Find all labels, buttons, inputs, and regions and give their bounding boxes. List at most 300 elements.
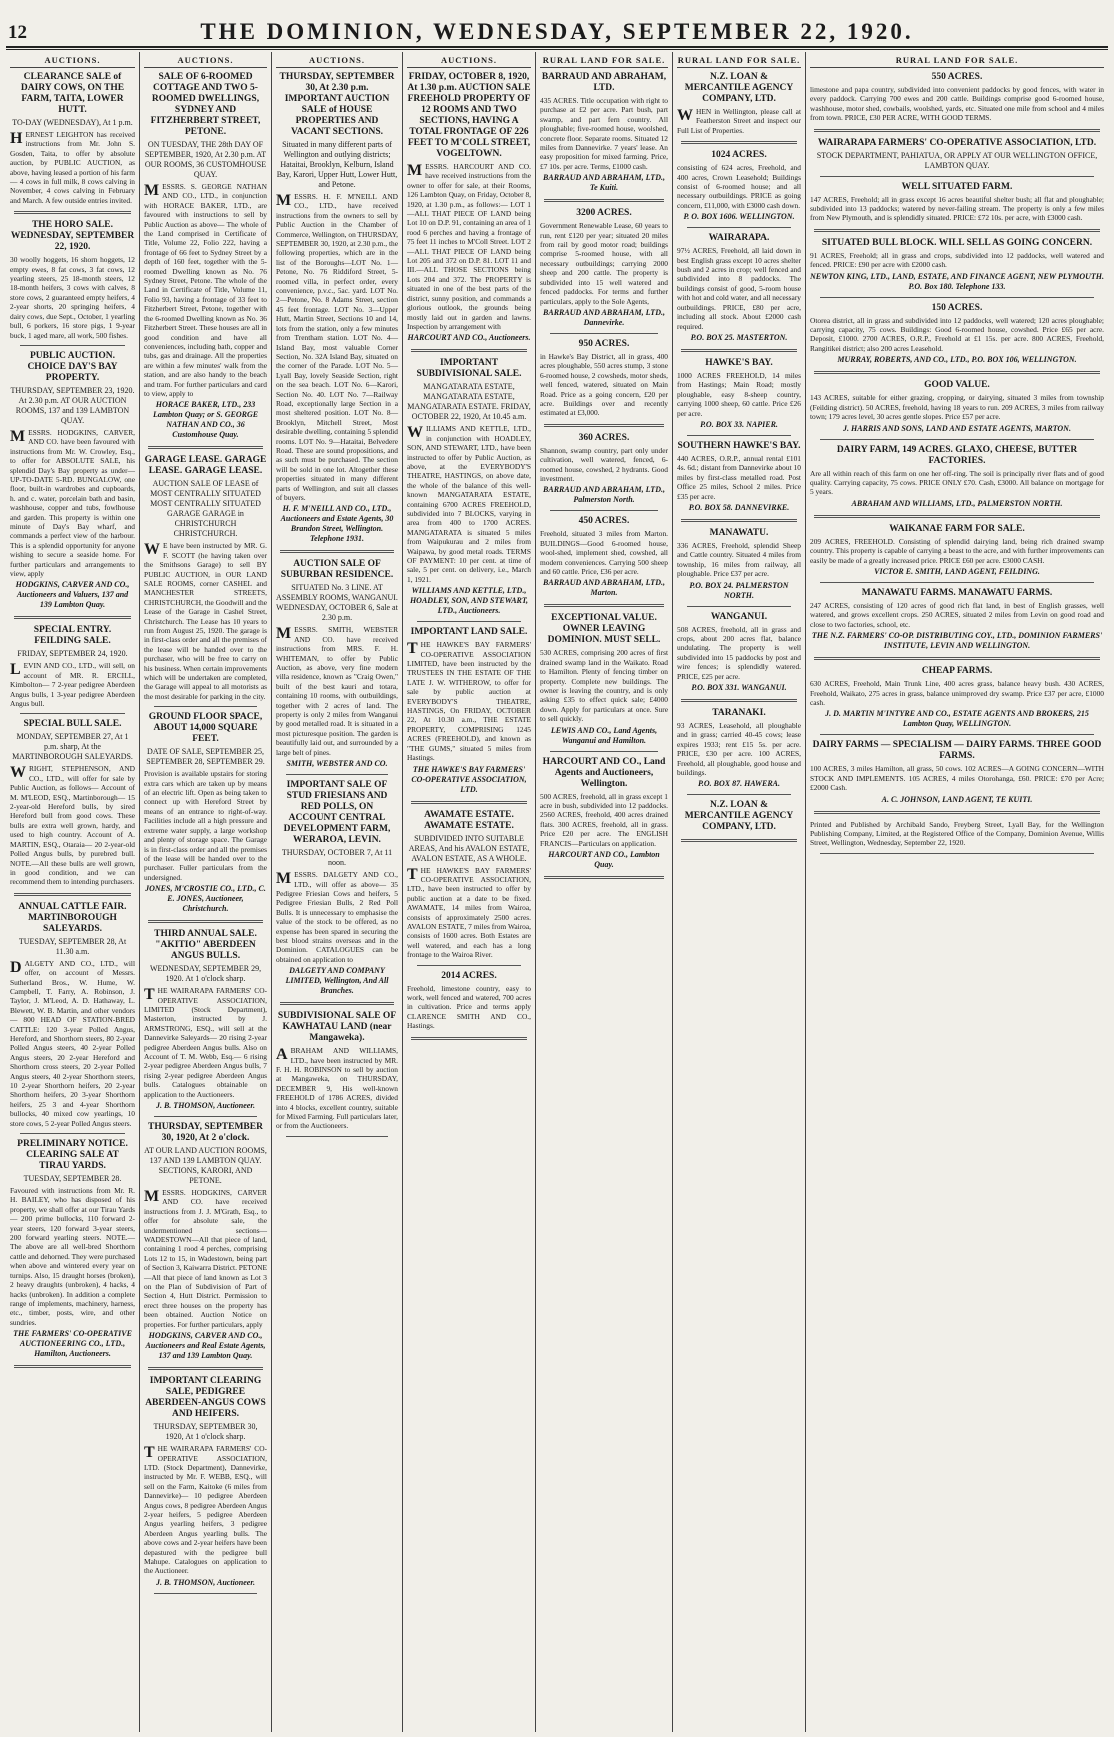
ad-heading: WAIRARAPA FARMERS' CO-OPERATIVE ASSOCIATION, LTD. (817, 137, 1097, 148)
ad-divider (681, 349, 797, 352)
ad-signature: THE N.Z. FARMERS' CO-OP. DISTRIBUTING COY., LTD., DOMINION FARMERS' INSTITUTE, LEVIN AND WELLINGTON. (811, 631, 1103, 651)
ad-divider (148, 920, 263, 923)
ad-signature: THE HAWKE'S BAY FARMERS' CO-OPERATIVE ASSOCIATION, LTD. (411, 764, 527, 794)
drop-capital: M (276, 192, 292, 209)
ad-heading: HARCOURT AND CO., Land Agents and Auctioneers, Wellington. (542, 756, 666, 789)
ad-divider (20, 713, 125, 714)
ad-body (540, 221, 668, 306)
drop-capital: W (144, 541, 160, 559)
ad-signature: BARRAUD AND ABRAHAM, LTD., Dannevirke. (543, 307, 665, 327)
ad-body (677, 246, 801, 331)
ad-divider (550, 510, 658, 511)
ad-heading: IMPORTANT LAND SALE. (410, 627, 528, 638)
drop-capital: W (10, 764, 26, 782)
ad-divider (814, 129, 1100, 132)
ad-divider (550, 333, 658, 334)
columns-area (6, 52, 1108, 1732)
ad-text: in Hawke's Bay District, all in grass, 400 acres ploughable, 550 acres stump, 3 stone 6-roomed house, 2 cowsheds, motor sheds, well fenced, watered, situated on Main Road. Price as a going concern, £20 per acre. Buildings over and recently estimated at £3,000. (540, 351, 668, 418)
advertisement (540, 339, 668, 418)
ad-heading: 360 ACRES. (578, 432, 630, 443)
masthead (0, 0, 1114, 50)
ad-divider (820, 176, 1094, 177)
ad-subheading: DATE OF SALE, SEPTEMBER 25, SEPTEMBER 28, SEPTEMBER 29. (146, 747, 265, 767)
ad-body (144, 769, 267, 882)
ad-subheading: MANGATARATA ESTATE, MANGATARATA ESTATE, MANGATARATA ESTATE. FRIDAY, OCTOBER 22, 1920, At 10.45 a.m. (407, 382, 531, 422)
ad-signature: J. B. THOMSON, Auctioneer. (155, 1577, 256, 1587)
ad-body (810, 469, 1104, 497)
ad-divider (687, 435, 791, 436)
advertisement (144, 712, 267, 914)
ad-heading: SOUTHERN HAWKE'S BAY. (677, 440, 801, 451)
masthead-rule (6, 46, 1108, 48)
ad-text: ESSRS. HARCOURT AND CO. have received instructions from the owner to offer for sale, at their Rooms, 126 Lambton Quay, on Friday, October 8, 1920, at 1.30 p.m., as follows:— LOT 1—ALL THAT PIECE OF LAND being Lot 10 on D.P. 91, containing an area of 1 rood 6 perches and having a frontage of 75 feet 11 inches to M'Coll Street. LOT 2—ALL THAT PIECE OF LAND being Lot 205 and 372 on D.P. 81. LOT 11 and III.—ALL THOSE SECTIONS being Lots 204 and 372. The PROPERTY is situated in one of the best parts of the district, sunny position, and commands a glorious outlook, the grounds being mostly laid out in garden and lawns. Inspection by arrangement with (407, 162, 531, 331)
drop-capital: T (407, 865, 418, 883)
ad-text: 1000 ACRES FREEHOLD, 14 miles from Hastings; Main Road; mostly ploughable, easy 8-sheep country, carrying 1000 sheep, 60 cattle. Price £26 per acre. (677, 370, 801, 418)
ad-divider (20, 1133, 125, 1134)
ad-divider (411, 801, 527, 804)
advertisement (540, 72, 668, 193)
ad-signature: BARRAUD AND ABRAHAM, LTD., Marton. (543, 578, 665, 598)
ad-signature: P.O. BOX 25. MASTERTON. (690, 332, 788, 342)
advertisement (540, 433, 668, 506)
advertisement (10, 351, 135, 611)
advertisement (810, 182, 1104, 223)
ad-body (540, 96, 668, 171)
column-header: AUCTIONS. (407, 52, 531, 68)
ad-signature: LEWIS AND CO., Land Agents, Wanganui and Hamilton. (550, 725, 658, 745)
drop-capital: A (276, 1046, 288, 1064)
ad-heading: EXCEPTIONAL VALUE. OWNER LEAVING DOMINION. MUST SELL. (547, 613, 661, 646)
ad-body (407, 984, 531, 1031)
ad-heading: THE HORO SALE. WEDNESDAY, SEPTEMBER 22, 1920. (10, 220, 135, 253)
advertisement (407, 627, 531, 794)
ad-signature: NEWTON KING, LTD., LAND, ESTATE, AND FINANCE AGENT, NEW PLYMOUTH. P.O. Box 180. Telephone 133. (810, 271, 1104, 291)
ad-body (144, 182, 267, 398)
ad-text: HE WAIRARAPA FARMERS' CO-OPERATIVE ASSOCIATION, LTD. (Stock Department), Dannevirke, instructed by Mr. F. WEBB, ESQ., will sell on the Farm, Kaitoke (6 miles from Dannevirke)— 10 pedigree Aberdeen Angus cows, 8 pedigree Aberdeen Angus 2-year heifers, 5 pedigree Aberdeen Angus yearling heifers, 3 pedigree Aberdeen Angus yearling bulls. The above cows and 2-year heifers have been depastured with the pedigree bull Mahupe. Catalogues on application to the Auctioneer. (144, 1444, 267, 1576)
ad-body (810, 85, 1104, 123)
ad-divider (417, 965, 521, 966)
advertisement (10, 72, 135, 205)
ad-text: E have been instructed by MR. G. F. SCOTT (he having taken over the Smithsons Garage) to sell BY PUBLIC AUCTION, in OUR LAND SALE ROOMS, corner CASHEL and MANCHESTER STREETS, CHRISTCHURCH, the Goodwill and the Lease of the Garage in Cashel Street, Christchurch. The Lease has 10 years to run from August 25, 1920. The garage is in first-class order and all the premises of the lease will be handed over to the purchaser, who will be free to carry on his business. When certain improvements which will be undertaken are completed, the Garage will appeal to all motorists as the most desirable for parking in the city. (144, 541, 267, 701)
ad-divider (687, 794, 791, 795)
ad-divider (154, 706, 257, 707)
ad-text: 336 ACRES, Freehold, splendid Sheep and Cattle country. Situated 4 miles from township, 16 miles from railway, all ploughable. Price £37 per acre. (677, 540, 801, 579)
ad-heading: 950 ACRES. (578, 338, 630, 349)
ad-divider (286, 774, 388, 775)
ad-divider (814, 811, 1100, 814)
drop-capital: M (407, 162, 423, 179)
ad-subheading: ON TUESDAY, THE 28th DAY OF SEPTEMBER, 1920, At 2.30 p.m. AT OUR ROOMS, 36 CUSTOMHOUSE QUAY. (144, 140, 267, 179)
ad-divider (20, 345, 125, 346)
ad-divider (681, 839, 797, 842)
ad-body (407, 866, 531, 960)
ad-body (10, 959, 135, 1128)
ad-heading: AUCTION SALE OF SUBURBAN RESIDENCE. (280, 559, 394, 581)
column-header: AUCTIONS. (10, 52, 135, 68)
ad-body (810, 393, 1104, 421)
drop-capital: D (10, 958, 22, 976)
ad-signature: P.O. BOX 58. DANNEVIRKE. (688, 502, 790, 512)
ad-heading: IMPORTANT CLEARING SALE, PEDIGREE ABERDEEN-ANGUS COWS AND HEIFERS. (145, 1376, 266, 1420)
ad-text: BRAHAM AND WILLIAMS, LTD., have been instructed by MR. F. H. H. ROBINSON to sell by auction at Mangaweka, on THURSDAY, DECEMBER 9, His well-known FREEHOLD of 1786 ACRES, divided into 4 blocks, excellent country, suitable for Mixed Farming. Full particulars later, or from the Auctioneers. (276, 1046, 398, 1131)
ad-divider (411, 1037, 527, 1040)
ad-subheading: THURSDAY, SEPTEMBER 30, 1920, At 1 o'clock sharp. (153, 1422, 258, 1442)
advertisement (677, 233, 801, 343)
ad-divider (820, 582, 1094, 583)
ad-divider (14, 211, 131, 214)
ad-text: ESSRS. H. F. M'NEILL AND CO., LTD., have received instructions from the owners to sell by Public Auction in the Chamber of Commerce, Wellington, on THURSDAY, SEPTEMBER 30, 1920, at 2.30 p.m., the following properties, which are in the list of the Boroughs—LOT No. 1—Petone, No. 76 Riddiford Street, 5-roomed villa, in perfect order, every convenience, p.v.c., 5ac. yard. LOT No. 2—Petone, No. 8 Adams Street, section 45 feet frontage. LOT No. 3—Upper Hutt, Martin Street, Sections 10 and 14, lots from the station, only a few minutes from Trentham station. LOT No. 4—Island Bay, most valuable Corner Section, No. 32A Island Bay, situated on the corner of the Parade. LOT No. 5—Lyall Bay, lovely Seaside Section, right on the sea beach. LOT No. 6—Karori, Section No. 40. LOT No. 7—Railway Road, exceptionally large Section in a most sheltered position. LOT No. 8—Brooklyn, Mitchell Street, Most desirable dwelling, containing 5 splendid rooms. LOT No. 9—Hataitai, Belvedere Road. These are sound propositions, and as such must be purchased. The section will be sold in one lot. Altogether these properties situated in many different parts of Wellington, and suit all classes of buyers. (276, 192, 398, 502)
ad-signature: P.O. BOX 33. NAPIER. (700, 419, 778, 429)
advertisement (407, 971, 531, 1031)
ad-divider (550, 751, 658, 752)
ad-body (677, 371, 801, 418)
ad-body (407, 424, 531, 584)
ad-heading: WAIKANAE FARM FOR SALE. (889, 523, 1025, 534)
advertisement (276, 1011, 398, 1131)
ad-divider (417, 621, 521, 622)
ad-text: 30 woolly hoggets, 16 shorn hoggets, 12 empty ewes, 8 fat cows, 3 fat cows, 12 yearling steers, 25 18-month steers, 12 18-month heifers, 3 cows with calves, 8 store cows, 2 guaranteed empty heifers, 4 2-year shorts, 20 springing heifers, 4 dairy cows, due Sept., October, 1 yearling bull, 6 porkers, 16 store pigs, 1 9-year buck, 1 aged mare, all work, 500 fishes. (10, 255, 135, 340)
advertisement (677, 800, 801, 833)
ad-subheading: TUESDAY, SEPTEMBER 28, At 11.30 a.m. (18, 936, 127, 956)
ad-divider (154, 1593, 257, 1594)
ad-heading: WAIRARAPA. (708, 233, 770, 244)
ad-signature: BARRAUD AND ABRAHAM, LTD., Palmerston North. (543, 485, 665, 505)
ad-signature: P.O. BOX 331. WANGANUI. (691, 683, 787, 693)
ad-subheading: Situated in many different parts of Wellington and outlying districts; Hataitai, Brooklyn, Kelburn, Island Bay, Karori, Upper Hutt, Lower Hutt, and Petone. (276, 140, 398, 189)
ad-divider (814, 657, 1100, 660)
ad-body (540, 446, 668, 484)
drop-capital: T (144, 986, 155, 1004)
masthead-rule-thin (6, 49, 1108, 50)
ad-text: Government Renewable Lease, 60 years to run, rent £120 per year; situated 20 miles from rail by good motor road; buildings comprise 5-roomed house, with all necessary outbuildings; carrying 2000 sheep and 200 cattle. The property is subdivided into 15 well watered and fenced paddocks. For terms and further particulars, apply to the Sole Agents, (540, 221, 668, 306)
ad-text: 530 ACRES, comprising 200 acres of first drained swamp land in the Waikato. Road to Hamilton. Plenty of fencing timber on property. Complete new buildings. The owner is leaving the country, and is only asking £35 to effect quick sale; £4000 down. Apply for particulars at once. Sure to sell quickly. (540, 648, 668, 724)
ad-text: ILLIAMS AND KETTLE, LTD., in conjunction with HOADLEY, SON, AND STEWART, LTD., have been instructed to offer by Public Auction, as above, at the EVERYBODY'S THEATRE, HASTINGS, on above date, the whole of the balance of this well-known MANGATARATA ESTATE, containing 6700 ACRES FREEHOLD, subdivided into 7 BLOCKS, varying in area from 400 to 1700 ACRES. MANGATARATA is situated 5 miles from Waipukurau and 2 miles from Waipawa, by good metal roads. TERMS OF PAYMENT: 10 per cent. at time of sale, 5 per cent. on delivery, i.e., March 1, 1921. (407, 424, 531, 584)
column-header: RURAL LAND FOR SALE. (540, 52, 668, 68)
ad-divider (814, 371, 1100, 374)
advertisement (677, 708, 801, 789)
drop-capital: W (407, 424, 423, 442)
ad-heading: HAWKE'S BAY. (705, 357, 773, 368)
ad-text: HEN in Wellington, please call at Featherston Street and inspect our Full List of Properties. (677, 107, 801, 135)
ad-divider (681, 699, 797, 702)
ad-body (10, 255, 135, 340)
ad-signature: HARCOURT AND CO., Auctioneers. (407, 333, 531, 343)
drop-capital: W (677, 107, 693, 124)
ad-subheading: AT OUR LAND AUCTION ROOMS, 137 AND 139 LAMBTON QUAY. SECTIONS, KARORI, AND PETONE. (144, 1146, 267, 1185)
ad-body (407, 162, 531, 331)
advertisement (276, 559, 398, 769)
ad-divider (14, 1365, 131, 1368)
ad-body (276, 870, 398, 964)
ad-divider (148, 446, 263, 449)
ad-body (677, 163, 801, 210)
ad-text: HE HAWKE'S BAY FARMERS' CO-OPERATIVE ASSOCIATION LIMITED, have been instructed by the TRUSTEES IN THE ESTATE OF THE LATE J. W. WITHEROW, to offer for sale by public auction at EVERYBODY'S THEATRE, HASTINGS, On FRIDAY, OCTOBER 22, At 10.30 a.m., THE ESTATE PROPERTY, COMPRISING 1245 ACRES (FREEHOLD), and known as "THE GUMS," situated 5 miles from Hastings. (407, 640, 531, 763)
ad-heading: TARANAKI. (712, 708, 766, 719)
column-6 (673, 52, 806, 1732)
ad-body (144, 1188, 267, 1329)
ad-text: EVIN AND CO., LTD., will sell, on account of MR. R. ERCILL, Kimbolton— 7 2-year pedigree Aberdeen Angus bulls, 1 3-year pedigree Aberdeen Angus bull. (10, 661, 135, 709)
ad-heading: MANAWATU FARMS. MANAWATU FARMS. (861, 587, 1053, 598)
ad-heading: PRELIMINARY NOTICE. CLEARING SALE AT TIRAU YARDS. (17, 1139, 128, 1172)
advertisement (407, 72, 531, 343)
drop-capital: M (144, 1188, 160, 1205)
ad-signature: SMITH, WEBSTER AND CO. (286, 759, 388, 769)
ad-signature: J. B. THOMSON, Auctioneer. (155, 1101, 256, 1110)
ad-divider (544, 876, 664, 879)
column-header: RURAL LAND FOR SALE. (677, 52, 801, 68)
advertisement (810, 138, 1104, 171)
ad-signature: JONES, M'CROSTIE CO., LTD., C. E. JONES, Auctioneer, Christchurch. (145, 884, 266, 914)
advertisement (677, 358, 801, 430)
ad-heading: WANGANUI. (710, 611, 768, 622)
advertisement (10, 1139, 135, 1359)
ad-signature: HODGKINS, CARVER AND CO., Auctioneers and Valuers, 137 and 139 Lambton Quay. (15, 580, 130, 610)
ad-signature: HORACE BAKER, LTD., 233 Lambton Quay; or S. GEORGE NATHAN AND CO., 36 Customhouse Quay. (152, 400, 259, 440)
ad-divider (411, 349, 527, 352)
ad-text: Printed and Published by Archibald Sando, Freyberg Street, Lyall Bay, for the Wellington Publishing Company, Limited, at the Registered Office of the Company, Dominion Avenue, Willis Street, Wellington, Wednesday, September 22, 1920. (810, 819, 1104, 848)
ad-text: Freehold, situated 3 miles from Marton. BUILDINGS—Good 6-roomed house, wool-shed, implement shed, cowshed, all modern conveniences. Carrying 500 sheep and 60 cattle. Price, £36 per acre. (540, 529, 668, 576)
ad-body (540, 792, 668, 848)
ad-heading: SUBDIVISIONAL SALE OF KAWHATAU LAND (near Mangaweka). (277, 1011, 397, 1044)
ad-subheading: AUCTION SALE OF LEASE of MOST CENTRALLY SITUATED MOST CENTRALLY SITUATED GARAGE GARAGE in CHRISTCHURCH CHRISTCHURCH. (150, 479, 261, 539)
ad-divider (148, 1367, 263, 1370)
ad-heading: PUBLIC AUCTION. CHOICE DAY'S BAY PROPERTY. (27, 350, 118, 383)
ad-body (144, 541, 267, 701)
ad-text: HE HAWKE'S BAY FARMERS' CO-OPERATIVE ASSOCIATION, LTD., have been instructed to offer by public auction at a date to be fixed. AWAMATE, 14 miles from Wairoa, consists of approximately 2500 acres. AVALON ESTATE, 7 miles from Wairoa, consists of 1600 acres. Both Estates are well watered, and each has a long frontage to the Wairoa River. (407, 865, 531, 960)
ad-heading: CHEAP FARMS. (921, 666, 993, 677)
ad-subheading: FRIDAY, SEPTEMBER 24, 1920. (17, 649, 128, 659)
ad-divider (681, 519, 797, 522)
ad-text: Shannon, swamp country, part only under cultivation, well watered, fenced, 6-roomed house, cowshed, 2 hydrants. Good investment. (540, 445, 668, 483)
ad-text: consisting of 624 acres, Freehold, and 400 acres, Crown Leasehold; Buildings consist of 6-roomed house; and all necessary outbuildings. PRICE as going concern, £11,000, with £3000 cash down. (677, 163, 801, 210)
ad-heading: 550 ACRES. (931, 72, 983, 82)
ad-heading: MANAWATU. (709, 527, 769, 538)
advertisement (10, 625, 135, 708)
ad-heading: SITUATED BULL BLOCK. WILL SELL AS GOING CONCERN. (821, 237, 1093, 248)
advertisement (810, 380, 1104, 433)
ad-signature: HODGKINS, CARVER AND CO., Auctioneers and Real Estate Agents, 137 and 139 Lambton Quay. (145, 1331, 266, 1361)
ad-text: Are all within reach of this farm on one her off-ring. The soil is principally river flats and of good quality. Carrying capacity, 75 cows. PRICE ONLY £70. Cash, £3000. All balance on mortgage for 5 years. (810, 468, 1104, 497)
ad-signature: P.O. BOX 87. HAWERA. (697, 779, 781, 789)
ad-subheading: THURSDAY, SEPTEMBER 23, 1920. At 2.30 p.m. AT OUR AUCTION ROOMS, 137 and 139 LAMBTON QUAY. (10, 385, 135, 425)
ad-body (810, 195, 1104, 223)
advertisement (810, 72, 1104, 123)
ad-text: Freehold, limestone country, easy to work, well fenced and watered, 700 acres in cultivation. Price and terms apply CLARENCE SMITH AND CO., Hastings. (407, 983, 531, 1031)
ad-body (810, 679, 1104, 707)
ad-body (677, 625, 801, 681)
ad-body (677, 721, 801, 777)
ad-body (276, 1046, 398, 1131)
ad-divider (814, 515, 1100, 518)
ad-text: 93 ACRES, Leasehold, all ploughable and in grass; carried 40-45 cows; lease expires 1933; rent £15 5s. per acre. PRICE, £30 per acre. 100 ACRES, Freehold, all ploughable, good house and buildings. (677, 721, 801, 778)
drop-capital: M (144, 182, 160, 199)
ad-divider (280, 1002, 394, 1005)
drop-capital: M (276, 870, 292, 888)
ad-heading: THIRD ANNUAL SALE. "AKITIO" ABERDEEN ANGUS BULLS. (154, 929, 257, 962)
ad-heading: WELL SITUATED FARM. (901, 181, 1013, 192)
ad-text: 435 ACRES. Title occupation with right to purchase at £2 per acre. Part bush, part swamp, and part fern country. All ploughable; five-roomed house, woolshed, concrete floor. Separate rooms. Situated 12 miles from Dannevirke. 7 years' lease. An easy proposition for mixed farming. Price, £7 10s. per acre. Terms, £1000 cash. (540, 96, 668, 171)
ad-signature: MURRAY, ROBERTS, AND CO., LTD., P.O. BOX 106, WELLINGTON. (837, 355, 1077, 365)
ad-body (810, 537, 1104, 565)
ad-signature: J. HARRIS AND SONS, LAND AND ESTATE AGENTS, MARTON. (843, 423, 1071, 433)
drop-capital: M (276, 625, 292, 643)
ad-body (810, 316, 1104, 354)
ad-body (810, 820, 1104, 848)
ad-divider (14, 893, 131, 896)
drop-capital: T (144, 1444, 155, 1462)
column-4 (403, 52, 536, 1732)
ad-body (677, 454, 801, 501)
ad-text: 147 ACRES, Freehold; all in grass except 16 acres beautiful shelter bush; all flat and ploughable; subdivided into 13 paddocks; watered by never-failing stream. The property is only a few miles from New Plymouth, and is splendidly situated. PRICE: £72 10s. per acre, with £3000 cash. (810, 194, 1104, 223)
column-7 (806, 52, 1108, 1732)
ad-text: 91 ACRES, Freehold; all in grass and crops, subdivided into 12 paddocks, well watered and fenced. PRICE: £90 per acre with £2000 cash. (810, 250, 1104, 270)
advertisement (10, 719, 135, 886)
advertisement (540, 208, 668, 328)
ad-divider (286, 1136, 388, 1137)
ad-divider (544, 604, 664, 607)
ad-body (540, 648, 668, 723)
ad-body (810, 601, 1104, 629)
column-header: AUCTIONS. (276, 52, 398, 68)
advertisement (810, 820, 1104, 848)
ad-text: 100 ACRES, 3 miles Hamilton, all grass, 50 cows. 102 ACRES—A GOING CONCERN—WITH STOCK AND IMPLEMENTS. 105 ACRES, 4 miles Otorohanga, £60. PRICE: £70 per Acre; £2000 Cash. (810, 764, 1104, 793)
ad-text: ESSRS. SMITH, WEBSTER AND CO. have received instructions from MRS. F. H. WHITEMAN, to offer by Public Auction, as above, very fine modern villa residence, known as "Craig Owen," built of the best kauri and totara, containing 10 rooms, with outbuildings, together with 2 acres of land. The property is only 2 miles from Wanganui by good metalled road. It is situated in a most picturesque position. The garden is beautifully laid out, and surrounded by a large belt of pines. (276, 625, 398, 757)
advertisement (810, 445, 1104, 509)
ad-signature: H. F. M'NEILL AND CO., LTD., Auctioneers and Estate Agents, 30 Brandon Street, Wellington. Telephone 1931. (280, 504, 394, 544)
advertisement (677, 441, 801, 513)
ad-text: ERNEST LEIGHTON has received instructions from Mr. John S. Gosden, Taita, to offer by absolute auction, by PUBLIC AUCTION, as above, having leased a portion of his farm— 4 cows in full milk, 8 cows calving in November, 4 cows calving in February and March. A few outside entries invited. (10, 130, 135, 205)
ad-heading: 2014 ACRES. (441, 970, 497, 981)
advertisement (407, 810, 531, 960)
ad-body (677, 541, 801, 579)
ad-subheading: MONDAY, SEPTEMBER 27, At 1 p.m. sharp, At the MARTINBOROUGH SALEYARDS. (12, 732, 133, 762)
ad-subheading: TO-DAY (WEDNESDAY), At 1 p.m. (12, 118, 133, 127)
advertisement (10, 220, 135, 340)
advertisement (144, 455, 267, 701)
ad-heading: GOOD VALUE. (924, 380, 990, 391)
ad-heading: IMPORTANT SALE OF STUD FRIESIANS AND RED POLLS, ON ACCOUNT CENTRAL DEVELOPMENT FARM, WERAROA, LEVIN. (283, 780, 391, 846)
ad-body (540, 352, 668, 418)
ad-body (10, 764, 135, 886)
ad-body (10, 130, 135, 205)
column-1 (6, 52, 140, 1732)
ad-subheading: TUESDAY, SEPTEMBER 28. (23, 1174, 122, 1184)
ad-text: ESSRS. S. GEORGE NATHAN AND CO., LTD., in conjunction with HORACE BAKER, LTD., are favoured with instructions to sell by Public Auction as above— The whole of the Land comprised in Certificate of Title, Volume 22, Folio 222, having a frontage of 66 feet to Sydney Street by a depth of 160 feet, together with the 5-roomed Dwelling known as No. 76 Sydney Street, Petone. The whole of the Land in Certificate of Title, Volume 11, Folio 93, having a frontage of 33 feet to Fitzherbert Street, Petone, together with the 6-roomed Dwelling known as No. 36 Fitzherbert Street. These houses are all in good condition and have all conveniences, including bath, copper and tubs, gas and drainage. All the properties are within a few minutes' walk from the station, and are also handy to the beach and tram. For further particulars and card to view, apply to (144, 182, 267, 398)
ad-body (276, 192, 398, 502)
ad-text: limestone and papa country, subdivided into convenient paddocks by good fences, with water in every paddock. Carrying 700 ewes and 200 cattle. Buildings comprise good 6-roomed house, washhouse, motor shed, cowbails, woolshed, yards, etc. Situated one mile from school and 4 miles from town. PRICE, £30 PER ACRE, WITH GOOD TERMS. (810, 85, 1104, 123)
ad-heading: IMPORTANT SUBDIVISIONAL SALE. (416, 358, 522, 380)
ad-heading: SPECIAL ENTRY. FEILDING SALE. (33, 625, 112, 647)
ad-heading: GROUND FLOOR SPACE, ABOUT 14,000 SQUARE FEET. (148, 712, 263, 745)
ad-text: ESSRS. DALGETY AND CO., LTD., will offer as above— 35 Pedigree Friesian Cows and heifers, 5 Pedigree Friesian Bulls, 2 Red Poll Bulls. It is unnecessary to emphasise the value of the stock to be offered, as no expense has been spared in securing the best blood strains overseas and in the Dominion. CATALOGUES can be obtained on application to (276, 870, 398, 964)
ad-subheading: SITUATED No. 3 LINE. AT ASSEMBLY ROOMS, WANGANUI. WEDNESDAY, OCTOBER 6, Sale at 2.30 p.m. (276, 583, 398, 623)
ad-heading: BARRAUD AND ABRAHAM, LTD. (541, 72, 667, 93)
ad-heading: DAIRY FARMS — SPECIALISM — DAIRY FARMS. THREE GOOD FARMS. (812, 740, 1102, 762)
column-header: AUCTIONS. (144, 52, 267, 68)
ad-subheading: STOCK DEPARTMENT, PAHIATUA, OR APPLY AT OUR WELLINGTON OFFICE, LAMBTON QUAY. (816, 150, 1098, 170)
ad-subheading: THURSDAY, OCTOBER 7, At 11 noon. (281, 848, 393, 868)
ad-body (10, 428, 135, 579)
advertisement (810, 588, 1104, 651)
advertisement (144, 1122, 267, 1361)
drop-capital: L (10, 661, 21, 679)
page-number: 12 (8, 22, 27, 43)
advertisement (677, 612, 801, 693)
advertisement (540, 757, 668, 870)
ad-divider (820, 853, 1094, 854)
ad-text: 508 ACRES, freehold, all in grass and crops, about 200 acres flat, balance undulating. The property is well subdivided into 15 paddocks by post and wire fences; is splendidly watered. PRICE, £25 per acre. (677, 624, 801, 681)
ad-divider (544, 424, 664, 427)
ad-text: HE WAIRARAPA FARMERS' CO-OPERATIVE ASSOCIATION, LIMITED (Stock Department), Masterton, instructed by J. ARMSTRONG, ESQ., will sell at the Dannevirke Saleyards— 20 rising 2-year pedigree Aberdeen Angus bulls. Also on Account of T. M. Webb, Esq.— 6 rising 2-year pedigree Aberdeen Angus bulls, 7 rising 2-year pedigree Aberdeen Angus bulls. Catalogues obtainable on application to the Auctioneers. (144, 986, 267, 1099)
ad-signature: HARCOURT AND CO., Lambton Quay. (548, 850, 660, 870)
advertisement (810, 524, 1104, 577)
ad-body (10, 661, 135, 708)
ad-heading: SPECIAL BULL SALE. (23, 719, 122, 730)
advertisement (10, 902, 135, 1128)
ad-text: Favoured with instructions from Mr. R. H. BAILEY, who has disposed of his property, we shall offer at our Tirau Yards— 200 prime bullocks, 110 forward 2-year steers, 120 forward 3-year steers, 200 forward yearling steers. NOTE.—The above are all well-bred Shorthorn cattle and dehorned. They were purchased when above and wintered every year on turnips. Also, 15 draught horses (broken), 2 heavy draughts (unbroken), 4 hacks, 4 hacks (unbroken). In addition a complete range of implements, machinery, harness, etc., timber, posts, wire, and other sundries. (10, 1186, 135, 1327)
newspaper-title: THE DOMINION, WEDNESDAY, SEPTEMBER 22, 1920. (200, 19, 914, 44)
ad-text: 247 ACRES, consisting of 120 acres of good rich flat land, in best of English grasses, well watered, and grows excellent crops. 250 ACRES, situated 2 miles from Levin on good road and close to two factories, school, etc. (810, 600, 1104, 629)
column-header: RURAL LAND FOR SALE. (810, 52, 1104, 68)
ad-heading: CLEARANCE SALE of DAIRY COWS, ON THE FARM, TAITA, LOWER HUTT. (20, 72, 125, 115)
ad-text: ESSRS. HODGKINS, CARVER AND CO. have received instructions from J. J. M'Grath, Esq., to offer for absolute sale, the undermentioned sections— WADESTOWN—All that piece of land, containing 1 rood 4 perches, comprising Lots 12 to 15, in Wadestown, being part of Section 3, Kaiwarra District. PETONE—All that piece of land known as Lot 3 on the Plan of Subdivision of Part of Section 4, Hutt District. Permission to erect three houses on the property has been obtained. Auction Notice on properties. For further particulars, apply (144, 1188, 267, 1329)
advertisement (144, 72, 267, 440)
ad-heading: 150 ACRES. (931, 302, 983, 313)
ad-body (677, 107, 801, 135)
advertisement (144, 929, 267, 1111)
ad-signature: J. D. MARTIN M'INTYRE AND CO., ESTATE AGENTS AND BROKERS, 215 Lambton Quay, WELLINGTON. (825, 709, 1089, 729)
advertisement (540, 516, 668, 598)
ad-text: RIGHT, STEPHENSON, AND CO., LTD., will offer for sale by Public Auction, as follows— Account of M. M'LEOD, ESQ., Martinborough— 15 2-year-old Hereford bulls, by sired Hereford bull from good cows. These bulls are extra well grown, hardy, and used to high country. Account of A. MARTIN, ESQ., Otaraia— 20 2-year-old Polled Angus bulls, by purebred bull. NOTE.—All these bulls are well grown, in good condition, and we can recommend them to intending purchasers. (10, 764, 135, 887)
advertisement (810, 303, 1104, 366)
drop-capital: H (10, 130, 23, 147)
ad-subheading: WEDNESDAY, SEPTEMBER 29, 1920. At 1 o'clock sharp. (149, 964, 262, 984)
ad-heading: DAIRY FARM, 149 ACRES. GLAXO, CHEESE, BUTTER FACTORIES. (836, 444, 1078, 466)
advertisement (276, 72, 398, 544)
drop-capital: M (10, 427, 26, 445)
ad-divider (820, 734, 1094, 735)
ad-signature: ABRAHAM AND WILLIAMS, LTD., PALMERSTON NORTH. (851, 498, 1063, 508)
ad-signature: WILLIAMS AND KETTLE, LTD., HOADLEY, SON, AND STEWART, LTD., Auctioneers. (409, 586, 529, 616)
ad-divider (687, 606, 791, 607)
ad-heading: AWAMATE ESTATE. AWAMATE ESTATE. (424, 809, 514, 831)
ad-heading: GARAGE LEASE. GARAGE LEASE. GARAGE LEASE. (144, 455, 267, 477)
ad-body (810, 251, 1104, 270)
advertisement (276, 780, 398, 996)
advertisement (677, 528, 801, 601)
ad-divider (544, 199, 664, 202)
ad-divider (280, 550, 394, 553)
ad-divider (681, 141, 797, 144)
ad-divider (820, 297, 1094, 298)
ad-heading: N.Z. LOAN & MERCANTILE AGENCY COMPANY, LTD. (684, 72, 794, 104)
ad-body (144, 986, 267, 1099)
advertisement (677, 72, 801, 135)
ad-text: Otorea district, all in grass and subdivided into 12 paddocks, well watered; 120 acres ploughable; carrying capacity, 75 cows. Buildings: Good 6-roomed house, cowshed. Price £65 per acre. Deposit, £1000. 2700 ACRES, O.R.P., Freehold at £1 15s. per acre. 800 ACRES, Freehold, Rangitikei district; also 200 acres Leasehold. (810, 315, 1104, 353)
ad-heading: THURSDAY, SEPTEMBER 30, At 2.30 p.m. IMPORTANT AUCTION SALE of HOUSE PROPERTIES AND VACANT SECTIONS. (279, 72, 395, 137)
ad-signature: A. C. JOHNSON, LAND AGENT, TE KUITI. (881, 794, 1033, 804)
ad-body (144, 1444, 267, 1576)
ad-heading: SALE OF 6-ROOMED COTTAGE AND TWO 5-ROOMED DWELLINGS, SYDNEY AND FITZHERBERT STREET, PETONE. (150, 72, 261, 137)
ad-divider (814, 229, 1100, 232)
ad-body (540, 529, 668, 576)
advertisement (144, 1376, 267, 1588)
advertisement (677, 150, 801, 222)
ad-text: 440 ACRES, O.R.P., annual rental £101 4s. 6d.; distant from Dannevirke about 10 miles by first-class metalled road. Post Office 25 miles, School 2 miles. Price £35 per acre. (677, 453, 801, 501)
ad-heading: THURSDAY, SEPTEMBER 30, 1920, At 2 o'clock. (148, 1122, 263, 1143)
ad-signature: THE FARMERS' CO-OPERATIVE AUCTIONEERING CO., LTD., Hamilton, Auctioneers. (13, 1329, 132, 1359)
ad-text: Provision is available upstairs for storing extra cars which are taken up by means of an electric lift. Open as being taken to connect up with Hereford Street by means of an entrance to right-of-way. Facilities include all a high pressure and extreme water supply, a large workshop and plenty of storage space. The Garage is in first-class order and all the premises of the lease will be handed over to the purchaser. Fuller particulars from the undersigned. (144, 769, 267, 882)
